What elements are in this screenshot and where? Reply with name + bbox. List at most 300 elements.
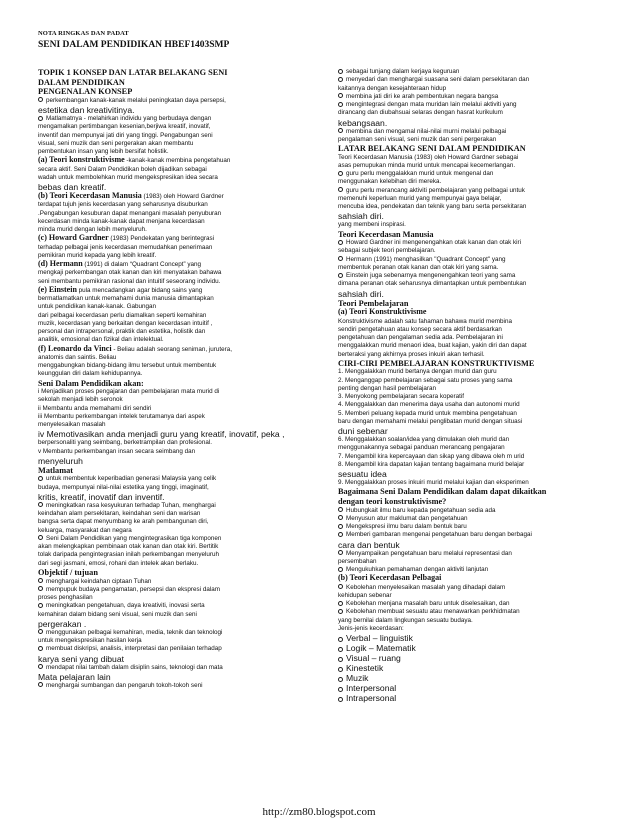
text-line	[38, 421, 320, 429]
section-heading	[338, 497, 606, 507]
line-text: 8. Mengambil kira dapatan kajian tentang bagaimana murid belajar	[338, 460, 525, 468]
text-line	[338, 436, 606, 444]
line-text: mengintegrasi dengan mata muridan lain melalui aktiviti yang	[346, 101, 517, 108]
line-text: menggunakannya sebagai panduan merancang pengajaran	[338, 444, 505, 452]
text-line	[38, 475, 320, 483]
section-heading	[338, 487, 606, 497]
line-text: membina jati diri ke arah pembentukan negara bangsa	[346, 92, 499, 100]
text-line	[38, 269, 320, 277]
text-line	[38, 312, 320, 320]
bullet-circle-icon	[338, 647, 343, 652]
line-text: meningkatkan pengetahuan, daya kreativiti, inovasi serta	[46, 602, 205, 610]
bullet-circle-icon	[338, 515, 343, 520]
line-text: Objektif / tujuan	[38, 567, 98, 577]
bullet-circle-icon	[38, 646, 43, 651]
line-text: perkembangan kanak-kanak melalui peningkatan daya persepsi,	[46, 96, 226, 104]
line-text: Mengekspresi ilmu baru dalam bentuk baru	[346, 523, 467, 531]
line-text: dari pelbagai kecerdasan perlu diamalkan seperti kemahiran	[38, 311, 207, 319]
line-text: mempupuk budaya pengamatan, persepsi dan ekspresi dalam	[46, 585, 220, 593]
text-line	[338, 558, 606, 566]
line-text: Teori Kecerdasan Manusia (1983) oleh Howard Gardner sebagai	[338, 153, 519, 161]
text-line	[338, 178, 606, 186]
bullet-circle-icon	[338, 667, 343, 672]
line-text: iii Membantu perkembangan intelek terutamanya dari aspek	[38, 412, 205, 420]
text-line	[338, 418, 606, 426]
text-line	[38, 429, 320, 439]
text-line	[338, 272, 606, 280]
section-heading	[38, 379, 320, 389]
line-text: penting dengan hasil pembelajaran	[338, 384, 437, 392]
text-line	[338, 162, 606, 170]
section-heading	[38, 568, 320, 578]
text-line	[338, 584, 606, 592]
line-text: muzik, kecerdasan yang berkaitan dengan kecerdasan intuitif ,	[38, 319, 213, 327]
text-line	[38, 560, 320, 568]
line-text: Howard Gardner ini mengenengahkan otak kanan dan otak kiri	[346, 239, 522, 247]
text-line	[38, 156, 320, 165]
line-text: kecerdasan minda kanak-kanak dapat menjana kecerdasan	[38, 217, 205, 225]
section-heading	[338, 230, 606, 240]
text-line	[338, 617, 606, 625]
text-line	[38, 396, 320, 404]
text-line	[38, 336, 320, 344]
text-line	[38, 535, 320, 543]
line-text: Matlamat	[38, 465, 74, 475]
line-text: keunggulan diri dalam kehidupannya.	[38, 370, 143, 378]
line-text: Menyampaikan pengetahuan baru melalui representasi dan	[346, 549, 512, 557]
line-text: pengalaman seni visual, seni muzik dan seni pergerakan	[338, 135, 497, 143]
text-line	[338, 663, 606, 673]
text-line	[338, 600, 606, 608]
line-text: berpersonaliti yang seimbang, berketrampilan dan profesional.	[38, 439, 212, 447]
line-text: sahsiah diri.	[338, 211, 384, 222]
text-line	[338, 154, 606, 162]
line-text: 3. Menyokong pembelajaran secara koperatif	[338, 393, 465, 401]
text-line	[38, 320, 320, 328]
text-line	[338, 136, 606, 144]
lead-term: (a) Teori Konstruktivisme	[338, 308, 427, 317]
bullet-circle-icon	[38, 578, 43, 583]
line-text: untuk pendidikan kanak-kanak. Gabungan	[38, 303, 156, 311]
line-text: cara dan bentuk	[338, 539, 400, 550]
bullet-circle-icon	[38, 629, 43, 634]
lead-term: (b) Teori Kecerdasan Manusia	[38, 192, 142, 201]
text-line	[38, 132, 320, 140]
line-text: meningkatkan rasa kesyukuran terhadap Tuhan, menghargai	[46, 501, 216, 509]
line-text: -kanak-kanak membina pengetahuan	[126, 157, 231, 165]
line-text: analitik, emosional dan fizikal dan intelektual.	[38, 336, 164, 344]
line-text: pergerakan .	[38, 618, 87, 629]
bullet-circle-icon	[338, 601, 343, 606]
line-text: mendapat nilai tambah dalam disiplin sains, teknologi dan mata	[46, 663, 223, 671]
text-line	[338, 592, 606, 600]
line-text: 4. Menggalakkan dan menerima daya usaha dan autonomi murid	[338, 401, 520, 409]
line-text: estetika dan kreativitinya.	[38, 105, 135, 116]
line-text: Teori Pembelajaran	[338, 298, 409, 308]
line-text: terhadap pelbagai jenis kecerdasan memudahkan penerimaan	[38, 243, 213, 251]
line-text: karya seni yang dibuat	[38, 653, 124, 664]
lead-term: (e) Einstein	[38, 285, 77, 294]
line-text: Visual – ruang	[346, 653, 401, 664]
text-line	[38, 278, 320, 286]
text-line	[338, 93, 606, 101]
line-text: Memberi gambaran mengenai pengetahuan baru dengan berbagai	[346, 531, 532, 539]
text-line	[338, 377, 606, 385]
text-line	[338, 507, 606, 515]
line-text: pengetahuan dan pengalaman sedia ada. Pembelajaran ini	[338, 334, 503, 342]
text-line	[38, 115, 320, 123]
line-text: mengkaji perkembangan otak kanan dan kiri menyatakan bahawa	[38, 269, 222, 277]
text-line	[38, 260, 320, 269]
line-text: menyedari dan menghargai suasana seni dalam persekitaran dan	[346, 76, 530, 84]
text-line	[38, 97, 320, 105]
text-line	[338, 643, 606, 653]
line-text: keindahan alam persekitaran, keindahan seni dan warisan	[38, 510, 201, 518]
bullet-circle-icon	[38, 476, 43, 481]
text-line	[338, 523, 606, 531]
line-text: secara aktif. Seni Dalam Pendidikan boleh dijadikan sebagai	[38, 165, 207, 173]
text-line	[338, 444, 606, 452]
text-line	[338, 247, 606, 255]
line-text: budaya, mempunyai nilai-nilai estetika yang tinggi, imaginatif,	[38, 483, 209, 491]
text-line	[38, 354, 320, 362]
bullet-circle-icon	[338, 677, 343, 682]
line-text: 9. Menggalakkan proses inkuiri murid melalui kajian dan eksperimen	[338, 479, 529, 487]
line-text: memenuhi keperluan murid yang mempunyai gaya belajar,	[338, 194, 502, 202]
text-line	[338, 531, 606, 539]
line-text: dirancang dan diubahsuai selaras dengan hasrat kurikulum	[338, 109, 503, 117]
text-line	[38, 594, 320, 602]
text-line	[38, 518, 320, 526]
line-text: 7. Mengambil kira kepercayaan dan sikap yang dibawa oleh m urid	[338, 452, 525, 460]
line-text: menggunakan pelbagai kemahiran, media, teknik dan teknologi	[46, 628, 223, 636]
text-line	[38, 619, 320, 629]
line-text: Intrapersonal	[346, 693, 397, 704]
line-text: v Membantu perkembangan insan secara seimbang dan	[38, 447, 196, 455]
text-line	[338, 540, 606, 550]
text-line	[338, 308, 606, 317]
line-text: Muzik	[346, 673, 369, 684]
line-text: Kebolehan membuat sesuatu atau menawarkan perkhidmatan	[346, 608, 520, 616]
line-text: sebagai tunjang dalam kerjaya keguruan	[346, 68, 460, 75]
line-text: dengan teori konstruktivisme?	[338, 496, 447, 506]
line-text: 2. Menganggap pembelajaran sebagai satu proses yang sama	[338, 376, 513, 384]
document-title: SENI DALAM PENDIDIKAN HBEF1403SMP	[38, 40, 230, 50]
text-line	[38, 492, 320, 502]
bullet-circle-icon	[338, 273, 343, 278]
bullet-circle-icon	[38, 586, 43, 591]
line-text: kebangsaan.	[338, 117, 388, 128]
text-line	[38, 388, 320, 396]
bullet-circle-icon	[338, 637, 343, 642]
bullet-circle-icon	[338, 550, 343, 555]
line-text: visual, seni muzik dan seni pergerakan akan membantu	[38, 139, 194, 147]
bullet-circle-icon	[338, 128, 343, 133]
text-line	[338, 256, 606, 264]
text-line	[38, 602, 320, 610]
left-column	[38, 68, 320, 788]
line-text: (1991) di dalam “Quadrant Concept” yang	[84, 261, 201, 269]
bullet-circle-icon	[38, 116, 43, 121]
line-text: CIRI-CIRI PEMBELAJARAN KONSTRUKTIVISME	[338, 358, 535, 368]
text-line	[38, 303, 320, 311]
line-text: sesuatu idea	[338, 469, 387, 480]
text-line	[338, 264, 606, 272]
text-line	[38, 527, 320, 535]
line-text: .Pengabungan kesuburan dapat menangani masalah penyuburan	[38, 209, 222, 217]
text-line	[338, 170, 606, 178]
text-line	[38, 484, 320, 492]
bullet-circle-icon	[338, 93, 343, 98]
bullet-circle-icon	[38, 535, 43, 540]
line-text: minda murid dengan lebih menyeluruh.	[38, 226, 147, 234]
text-line	[338, 187, 606, 195]
text-line	[38, 345, 320, 354]
line-text: sekolah menjadi lebih seronok	[38, 396, 123, 404]
text-line	[338, 693, 606, 703]
line-text: 5. Memberi peluang kepada murid untuk membina pengetahuan	[338, 409, 517, 417]
text-line	[338, 608, 606, 616]
text-line	[38, 140, 320, 148]
text-line	[38, 362, 320, 370]
text-line	[38, 611, 320, 619]
text-line	[338, 393, 606, 401]
text-line	[338, 385, 606, 393]
line-text: menggunakan kelebihan diri mereka.	[338, 178, 442, 186]
text-line	[338, 469, 606, 479]
bullet-circle-icon	[38, 664, 43, 669]
text-line	[38, 218, 320, 226]
text-line	[338, 550, 606, 558]
line-text: bermatlamatkan untuk memahami dunia manusia dimantapkan	[38, 295, 214, 303]
line-text: menggalakkan murid menaori idea, buat kajian, yakin diri dan dapat	[338, 342, 527, 350]
text-line	[38, 448, 320, 456]
line-text: kehidupan sebenar	[338, 591, 392, 599]
line-text: i Menjadikan proses pengajaran dan pembelajaran mata murid di	[38, 388, 220, 396]
text-line	[338, 280, 606, 288]
text-line	[38, 105, 320, 115]
line-text: - Beliau adalah seorang seniman, jurutera,	[113, 345, 232, 353]
lead-term: (b) Teori Kecerdasan Pelbagai	[338, 574, 442, 583]
bullet-circle-icon	[338, 532, 343, 537]
line-text: DALAM PENDIDIKAN	[38, 77, 125, 87]
text-line	[338, 195, 606, 203]
text-line	[338, 453, 606, 461]
line-text: Interpersonal	[346, 683, 397, 694]
line-text: mengamalkan pertimbangan kesenian,berjiwa kreatif, inovatif,	[38, 123, 211, 131]
text-line	[338, 633, 606, 643]
bullet-circle-icon	[338, 507, 343, 512]
line-text: LATAR BELAKANG SENI DALAM PENDIDIKAN	[338, 144, 526, 153]
text-line	[38, 637, 320, 645]
line-text: pembentukan insan yang lebih bersifat holistik.	[38, 148, 169, 156]
line-text: proses penghasilan	[38, 594, 93, 602]
text-line	[38, 148, 320, 156]
line-text: keluarga, masyarakat dan negara	[38, 526, 132, 534]
line-text: menyeluruh	[38, 455, 83, 466]
line-text: iv Memotivasikan anda menjadi guru yang kreatif, inovatif, peka ,	[38, 429, 285, 440]
line-text: Einstein juga sebenarnya mengenengahkan teori yang sama	[346, 272, 516, 280]
line-text: Bagaimana Seni Dalam Pendidikan dalam dapat dikaitkan	[338, 487, 547, 497]
line-text: anatomis dan saintis. Beliau	[38, 353, 117, 361]
bullet-circle-icon	[338, 657, 343, 662]
text-line	[338, 566, 606, 574]
bullet-circle-icon	[338, 697, 343, 702]
line-text: duni sebenar	[338, 426, 388, 437]
line-text: menghargai keindahan ciptaan Tuhan	[46, 577, 152, 585]
text-line	[338, 128, 606, 136]
line-text: Konstruktivisme adalah satu fahaman bahawa murid membina	[338, 317, 512, 325]
text-line	[38, 578, 320, 586]
text-line	[38, 586, 320, 594]
line-text: tolak daripada pengintegrasian inilah perkembangan menyeluruh	[38, 551, 219, 559]
line-text: inventif dan mempunyai jati diri yang tinggi. Pengabungan seni	[38, 131, 213, 139]
line-text: asas pemupukan minda murid untuk mencapai kecemerlangan.	[338, 161, 516, 169]
text-line	[38, 510, 320, 518]
text-line	[338, 410, 606, 418]
text-line	[38, 123, 320, 131]
bullet-circle-icon	[338, 567, 343, 572]
line-text: menyelesaikan masalah	[38, 421, 106, 429]
text-line	[338, 625, 606, 633]
line-text: sendiri pengetahuan atau konsep secara aktif berdasarkan	[338, 325, 502, 333]
line-text: Verbal – linguistik	[346, 633, 413, 644]
bullet-circle-icon	[338, 69, 343, 74]
text-line	[338, 515, 606, 523]
text-line	[338, 118, 606, 128]
line-text: yang bernilai dalam lingkungan sesuatu budaya.	[338, 616, 473, 624]
text-line	[38, 174, 320, 182]
text-line	[38, 234, 320, 243]
section-heading	[338, 359, 606, 369]
text-line	[38, 672, 320, 682]
footer-url[interactable]: http://zm80.blogspot.com	[262, 806, 376, 818]
bullet-circle-icon	[338, 256, 343, 261]
bullet-circle-icon	[38, 603, 43, 608]
line-text: Logik – Matematik	[346, 643, 416, 654]
text-line	[38, 328, 320, 336]
text-line	[38, 370, 320, 378]
text-line	[38, 645, 320, 653]
text-line	[338, 101, 606, 109]
line-text: kaitannya dengan kesejahteraan hidup	[338, 84, 447, 92]
text-line	[38, 682, 320, 690]
text-line	[338, 351, 606, 359]
line-text: Seni Dalam Pendidikan yang mengintegrasikan tiga komponen	[46, 534, 222, 542]
text-line	[38, 166, 320, 174]
line-text: seni membantu pemikiran rasional dan intuitif seseorang individu.	[38, 277, 221, 285]
line-text: guru perlu menggalakkan murid untuk mengenal dan	[346, 170, 494, 178]
line-text: akan melengkapkan pembinaan otak kanan dan otak kiri. Bertitik	[38, 543, 219, 551]
line-text: membentuk peranan otak kanan dan otak kiri yang sama.	[338, 263, 499, 271]
text-line	[338, 342, 606, 350]
text-line	[338, 461, 606, 469]
bullet-circle-icon	[338, 584, 343, 589]
text-line	[38, 252, 320, 260]
line-text: membuat diskripsi, analisis, interpretasi dan penilaian terhadap	[46, 645, 222, 653]
text-line	[38, 551, 320, 559]
line-text: persembahan	[338, 557, 377, 565]
line-text: dari segi jasmani, emosi, rohani dan intelek akan berlaku.	[38, 559, 199, 567]
line-text: 1. Menggalakkan murid bertanya dengan murid dan guru	[338, 368, 497, 376]
line-text: Hubungkait ilmu baru kepada pengetahuan sedia ada	[346, 506, 496, 514]
text-line	[338, 574, 606, 583]
text-line	[38, 192, 320, 201]
line-text: kemahiran dalam bidang seni visual, seni muzik dan seni	[38, 610, 197, 618]
line-text: kritis, kreatif, inovatif dan inventif.	[38, 491, 165, 502]
text-line	[338, 426, 606, 436]
lead-term: (a) Teori konstruktivisme	[38, 156, 125, 165]
line-text: ii Membantu anda memahami diri sendiri	[38, 404, 152, 412]
section-heading	[38, 87, 320, 97]
line-text: Jenis-jenis kecerdasan:	[338, 624, 404, 632]
line-text: wadah untuk membolehkan murid mengekspresikan idea secara	[38, 173, 218, 181]
line-text: Matlamatnya - melahirkan individu yang berbudaya dengan	[46, 115, 212, 123]
notes-label: NOTA RINGKAS DAN PADAT	[38, 30, 129, 37]
line-text: Mata pelajaran lain	[38, 671, 111, 682]
lead-term: (d) Hermann	[38, 260, 83, 269]
text-line	[38, 439, 320, 447]
text-line	[338, 334, 606, 342]
text-line	[38, 244, 320, 252]
section-heading	[38, 68, 320, 78]
text-line	[38, 629, 320, 637]
section-heading	[338, 299, 606, 309]
line-text: berteraksi yang akhirnya proses inkuiri akan terhasil.	[338, 350, 485, 358]
line-text: bangsa serta dapat menyumbang ke arah pembangunan diri,	[38, 518, 209, 526]
line-text: PENGENALAN KONSEP	[38, 87, 133, 97]
text-line	[338, 326, 606, 334]
line-text: pula mencadangkan agar bidang sains yang	[78, 286, 203, 294]
line-text: sebagai subjek teori pembelajaran.	[338, 247, 436, 255]
text-line	[338, 239, 606, 247]
line-text: sahsiah diri.	[338, 288, 384, 299]
text-line	[338, 211, 606, 221]
text-line	[38, 226, 320, 234]
right-column	[338, 68, 606, 788]
line-text: (1983) Pendekatan yang berintegrasi	[110, 235, 215, 243]
text-line	[338, 85, 606, 93]
bullet-circle-icon	[338, 524, 343, 529]
line-text: yang membeni inspirasi.	[338, 221, 406, 229]
line-text: untuk mengekspresikan hasilan kerja	[38, 637, 142, 645]
text-line	[338, 318, 606, 326]
line-text: dimana peranan otak seharusnya dimantapkan untuk pembentukan	[338, 280, 527, 288]
section-heading	[338, 144, 606, 154]
lead-term: (c) Howard Gardner	[38, 234, 109, 243]
text-line	[338, 653, 606, 663]
text-line	[38, 286, 320, 295]
line-text: TOPIK 1 KONSEP DAN LATAR BELAKANG SENI	[38, 68, 228, 77]
text-line	[38, 182, 320, 192]
text-line	[38, 502, 320, 510]
text-line	[38, 210, 320, 218]
bullet-circle-icon	[38, 502, 43, 507]
line-text: menghargai sumbangan dan pengaruh tokoh-tokoh seni	[46, 681, 203, 689]
line-text: membina dan mengamal nilai-nilai murni melalui pelbagai	[346, 127, 507, 135]
section-heading	[38, 78, 320, 88]
line-text: baru dengan memahami melalui penglibatan murid dengan situasi	[338, 417, 523, 425]
text-line	[338, 68, 606, 76]
line-text: menggabungkan bidang-bidang ilmu tersebut untuk membentuk	[38, 362, 217, 370]
text-line	[38, 405, 320, 413]
line-text: Kebolehan menyelesaikan masalah yang dihadapi dalam	[346, 583, 506, 591]
section-heading	[38, 466, 320, 476]
text-line	[38, 456, 320, 466]
bullet-circle-icon	[338, 187, 343, 192]
line-text: Teori Kecerdasan Manusia	[338, 229, 434, 239]
bullet-circle-icon	[338, 77, 343, 82]
